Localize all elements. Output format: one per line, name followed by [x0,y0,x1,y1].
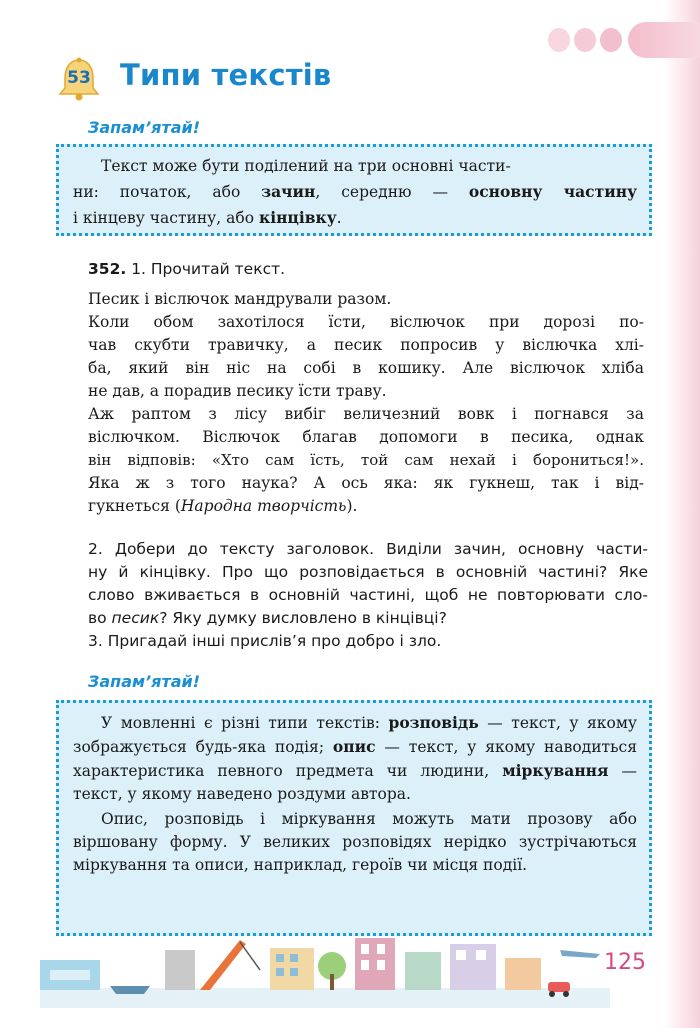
rule-text: У мовленні є різні типи текстів: [101,714,389,732]
term-main-part: основну частину [468,182,637,201]
page-edge-strip [664,0,700,1028]
rule-line [73,206,637,230]
term-beginning: зачин [261,182,316,201]
task-italic-word: песик [111,609,160,627]
lesson-number: 53 [67,68,91,88]
rule-line [73,180,637,204]
story-line: віслючком. Віслючок благав допомоги в песика, однак [88,428,644,446]
story-text-fragment: гукнеться ( [88,497,181,515]
page-number: 125 [604,950,646,975]
rule-paragraph [73,711,637,806]
rule-text: ни: початок, або [73,183,262,201]
story-source: Народна творчість [180,497,347,515]
exercise-header [88,260,285,278]
task-line: 2. Добери до тексту заголовок. Виділи зачин, основну части- [88,540,648,558]
story-line: чав скубти травичку, а песик попросив у віслючка хлі- [88,336,644,354]
story-line: Коли обом захотілося їсти, віслючок при дорозі по- [88,313,644,331]
story-text [88,288,644,518]
story-line: Аж раптом з лісу вибіг величезний вовк і погнався за [88,405,644,423]
remember-label: Запам’ятай! [88,118,201,137]
story-line: він відповів: «Хто сам їсть, той сам нехай і борониться!». [88,451,644,469]
exercise-number: 352. [88,260,127,278]
story-line: Песик і віслючок мандрували разом. [88,290,392,308]
city-illustration [40,930,610,1008]
lesson-badge [56,56,102,102]
task-line [88,607,648,630]
rule-text: — текст, у якому наводиться характеристика певного предмета чи людини, [73,738,637,780]
decorative-dots [548,22,700,58]
task-line: ну й кінцівку. Про що розповідається в основній частині? Яке [88,563,648,581]
term-reasoning: міркування [502,761,609,780]
term-description: опис [332,737,376,756]
decorative-dot [574,28,596,52]
rule-text: Текст може бути поділений на три основні части- [101,157,511,175]
rule-text: . [336,209,342,227]
decorative-pill [628,22,700,58]
term-narration: розповідь [388,713,479,732]
page-title: Типи текстів [120,58,332,92]
exercise-tasks [88,538,648,653]
task-text-fragment: ? Яку думку висловлено в кінцівці? [159,609,447,627]
task-line: слово вживається в основній частині, щоб не повторювати сло- [88,586,648,604]
term-ending: кінцівку [259,208,337,227]
task-text-fragment: во [88,609,112,627]
decorative-dot [600,28,622,52]
task-line: 3. Пригадай інші прислів’я про добро і зло. [88,632,442,650]
story-line: Яка ж з того наука? А ось яка: як гукнеш, так і від- [88,474,644,492]
story-line: не дав, а порадив песику їсти траву. [88,382,387,400]
remember-label: Запам’ятай! [88,672,201,691]
rule-text: , середню — [315,183,469,201]
rule-box-text-types [56,700,652,936]
rule-line [73,155,637,178]
rule-text: — текст, у якому наведено роздуми автора. [73,762,637,803]
rule-box-text-parts [56,144,652,236]
story-line [88,495,644,518]
rule-text: — текст, у якому зображується будь-яка подія; [73,714,638,756]
story-text-fragment: ). [346,497,358,515]
rule-text: і кінцеву частину, або [73,209,259,227]
story-line: ба, який він ніс на собі в кошику. Але віслючок хліба [88,359,644,377]
rule-paragraph: Опис, розповідь і міркування можуть мати прозову або віршовану форму. У великих розповідях нерідко зустрічаються міркування та описи, наприклад, героїв чи місця події. [73,810,637,874]
exercise-instruction: 1. Прочитай текст. [131,260,286,278]
decorative-dot [548,28,570,52]
